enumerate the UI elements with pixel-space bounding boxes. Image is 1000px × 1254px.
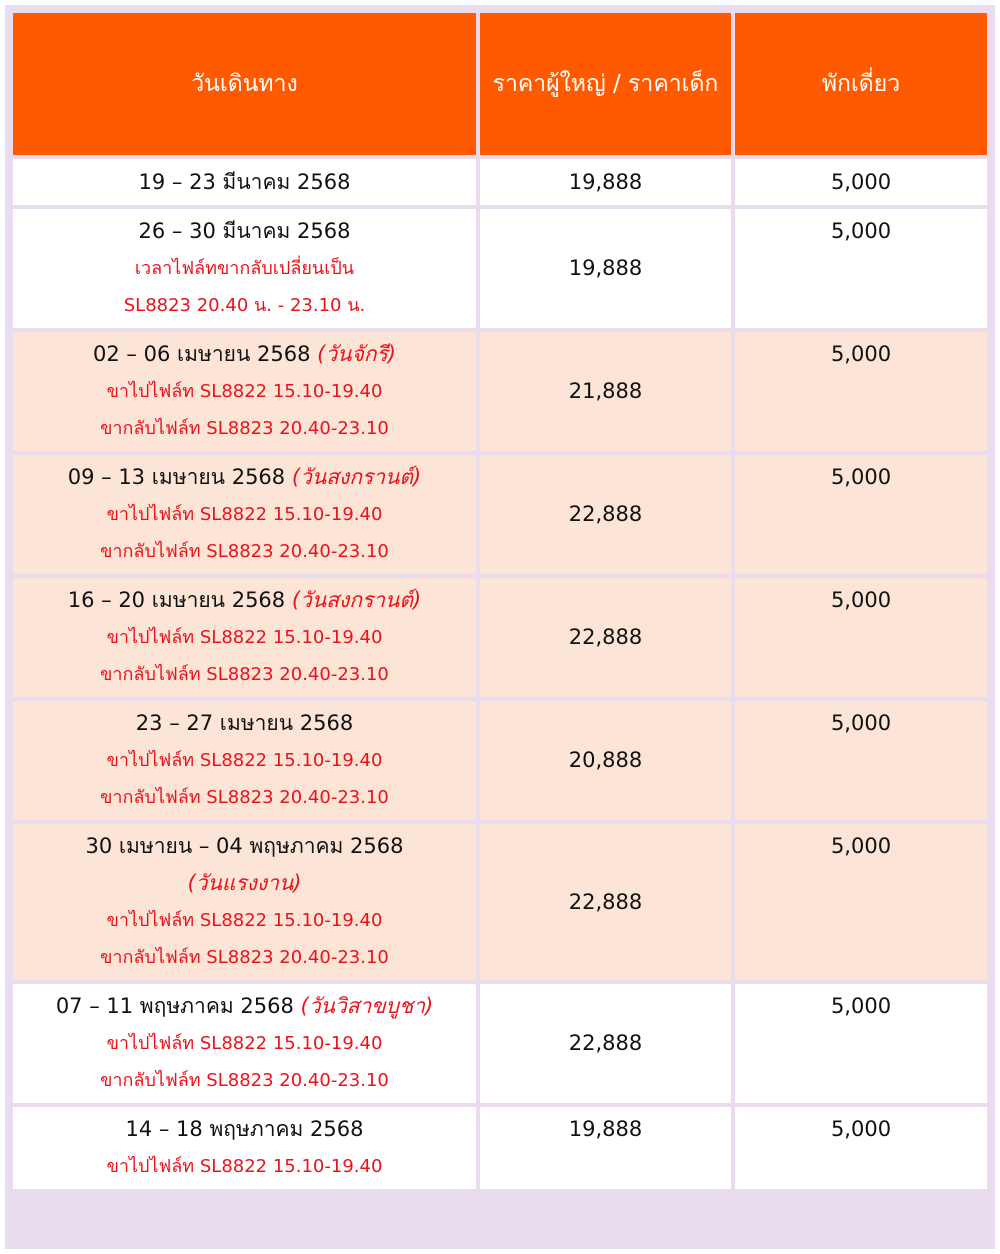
table-row: [13, 159, 987, 205]
travel-date-line: [19, 336, 470, 373]
travel-date-line: [19, 582, 470, 619]
price-value: 22,888: [480, 455, 731, 574]
travel-date-cell: [13, 578, 476, 697]
single-room-value: 5,000: [735, 332, 987, 451]
table-header-row: [13, 13, 987, 155]
table-row: [13, 455, 987, 574]
outbound-flight-note: ขาไปไฟล์ท SL8822 15.10-19.40: [106, 627, 383, 648]
outbound-flight-note: ขาไปไฟล์ท SL8822 15.10-19.40: [106, 1033, 383, 1054]
holiday-label: (วันสงกรานต์): [291, 465, 422, 489]
return-flight-note: ขากลับไฟล์ท SL8823 20.40-23.10: [100, 947, 389, 968]
return-flight-note: ขากลับไฟล์ท SL8823 20.40-23.10: [100, 787, 389, 808]
travel-date: 30 เมษายน – 04 พฤษภาคม 2568: [85, 834, 404, 858]
price-value: 22,888: [480, 578, 731, 697]
flight-note: SL8823 20.40 น. - 23.10 น.: [123, 295, 366, 316]
price-value: 19,888: [480, 209, 731, 328]
travel-date: 26 – 30 มีนาคม 2568: [138, 219, 351, 243]
price-value: 19,888: [480, 159, 731, 205]
single-room-value: 5,000: [735, 984, 987, 1103]
travel-date-line: [19, 459, 470, 496]
table-row: [13, 578, 987, 697]
travel-date: 02 – 06 เมษายน 2568: [93, 342, 318, 366]
price-value: 19,888: [480, 1107, 731, 1189]
travel-date-cell: [13, 1107, 476, 1189]
travel-date-cell: [13, 455, 476, 574]
travel-date: 19 – 23 มีนาคม 2568: [138, 169, 351, 194]
table-row: [13, 984, 987, 1103]
travel-date-cell: [13, 984, 476, 1103]
single-room-value: 5,000: [735, 209, 987, 328]
travel-date-cell: [13, 159, 476, 205]
price-table-frame: [5, 5, 995, 1249]
holiday-label: (วันวิสาขบูชา): [300, 994, 434, 1018]
return-flight-note: ขากลับไฟล์ท SL8823 20.40-23.10: [100, 1070, 389, 1091]
holiday-label: (วันแรงงาน): [187, 871, 302, 895]
price-value: 21,888: [480, 332, 731, 451]
table-row: [13, 1107, 987, 1189]
outbound-flight-note: ขาไปไฟล์ท SL8822 15.10-19.40: [106, 504, 383, 525]
return-flight-note: ขากลับไฟล์ท SL8823 20.40-23.10: [100, 664, 389, 685]
outbound-flight-note: ขาไปไฟล์ท SL8822 15.10-19.40: [106, 381, 383, 402]
header-travel-date: วันเดินทาง: [13, 13, 476, 155]
price-value: 20,888: [480, 701, 731, 820]
travel-date-cell: [13, 209, 476, 328]
travel-date: 23 – 27 เมษายน 2568: [135, 711, 354, 735]
single-room-value: 5,000: [735, 578, 987, 697]
table-row: [13, 701, 987, 820]
table-row: [13, 209, 987, 328]
outbound-flight-note: ขาไปไฟล์ท SL8822 15.10-19.40: [106, 910, 383, 931]
single-room-value: 5,000: [735, 455, 987, 574]
travel-date: 16 – 20 เมษายน 2568: [67, 588, 292, 612]
return-flight-note: ขากลับไฟล์ท SL8823 20.40-23.10: [100, 418, 389, 439]
table-row: [13, 332, 987, 451]
table-row: [13, 824, 987, 980]
travel-date-cell: [13, 701, 476, 820]
price-value: 22,888: [480, 824, 731, 980]
outbound-flight-note: ขาไปไฟล์ท SL8822 15.10-19.40: [106, 750, 383, 771]
single-room-value: 5,000: [735, 701, 987, 820]
header-single-room: พักเดี่ยว: [735, 13, 987, 155]
travel-date: 14 – 18 พฤษภาคม 2568: [125, 1117, 364, 1141]
holiday-label: (วันจักรี): [317, 342, 396, 366]
travel-date: 07 – 11 พฤษภาคม 2568: [55, 994, 301, 1018]
travel-date: 09 – 13 เมษายน 2568: [67, 465, 292, 489]
outbound-flight-note: ขาไปไฟล์ท SL8822 15.10-19.40: [106, 1156, 383, 1177]
holiday-label: (วันสงกรานต์): [291, 588, 422, 612]
single-room-value: 5,000: [735, 159, 987, 205]
flight-note: เวลาไฟล์ทขากลับเปลี่ยนเป็น: [134, 258, 355, 279]
price-value: 22,888: [480, 984, 731, 1103]
single-room-value: 5,000: [735, 1107, 987, 1189]
travel-date-line: [19, 988, 470, 1025]
travel-date-cell: [13, 332, 476, 451]
travel-date-cell: [13, 824, 476, 980]
header-price: ราคาผู้ใหญ่ / ราคาเด็ก: [480, 13, 731, 155]
single-room-value: 5,000: [735, 824, 987, 980]
price-table: [9, 9, 991, 1193]
return-flight-note: ขากลับไฟล์ท SL8823 20.40-23.10: [100, 541, 389, 562]
